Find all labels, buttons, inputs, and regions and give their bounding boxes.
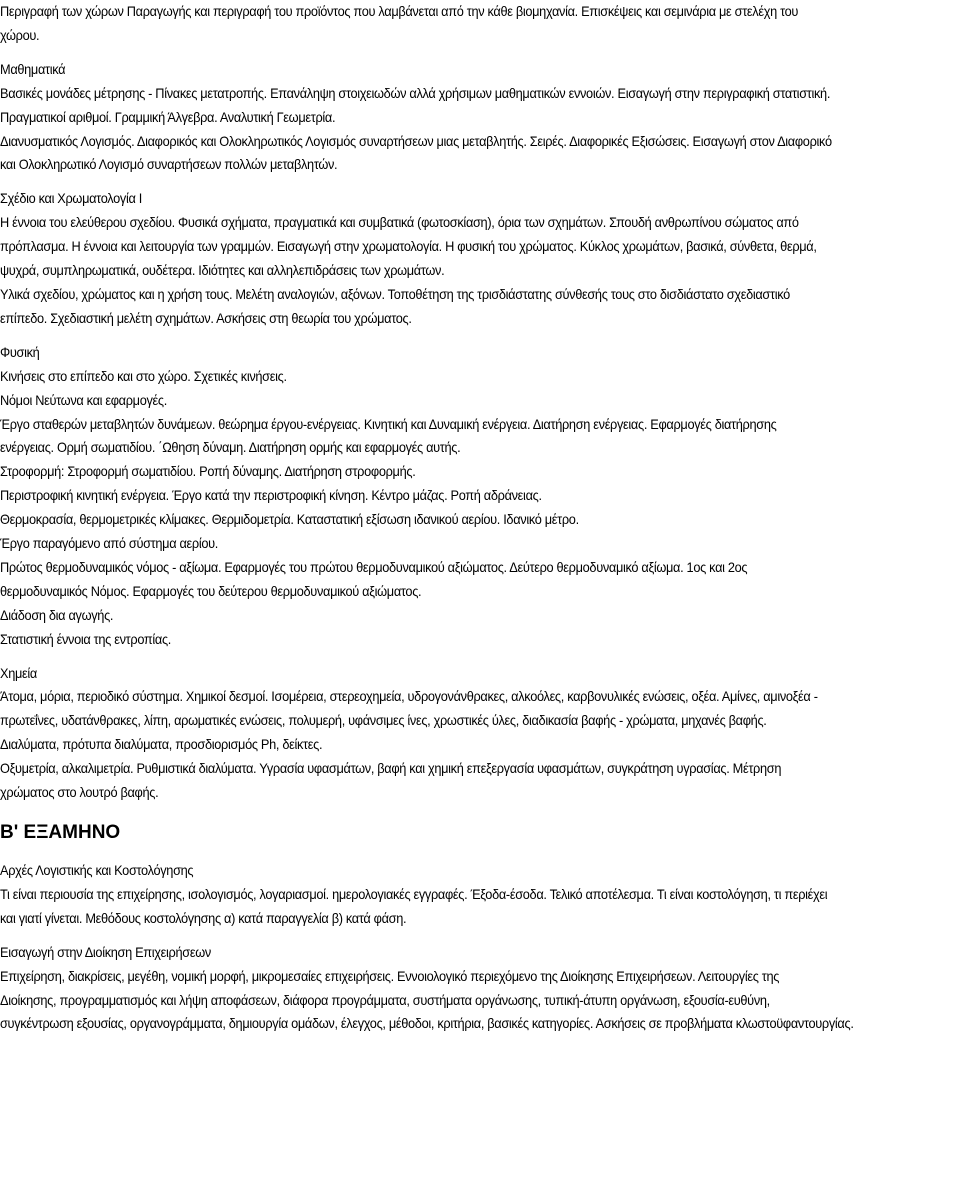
section-chemistry bbox=[0, 662, 948, 805]
text-line: ψυχρά, συμπληρωματικά, ουδέτερα. Ιδιότητες και αλληλεπιδράσεις των χρωμάτων. bbox=[0, 263, 445, 279]
text-line: συγκέντρωση εξουσίας, οργανογράμματα, δημιουργία ομάδων, έλεγχος, μέθοδοι, κριτήρια, βασικές κατηγορίες. Ασκήσεις σε προβλήματα κλωστοϋφαντουργίας. bbox=[0, 1016, 854, 1032]
section-mathematics bbox=[0, 58, 948, 178]
text-line: πρόπλασμα. Η έννοια και λειτουργία των γραμμών. Εισαγωγή στην χρωματολογία. Η φυσική του χρώματος. Κύκλος χρωμάτων, βασικά, σύνθετα, θερμά, bbox=[0, 239, 817, 255]
text-line: Υλικά σχεδίου, χρώματος και η χρήση τους. Μελέτη αναλογιών, αξόνων. Τοποθέτηση της τρισδιάστατης σύνθεσής τους στο δισδιάστατο σχεδιαστικό bbox=[0, 286, 790, 302]
section-title: Φυσική bbox=[0, 344, 40, 360]
text-line: Επιχείρηση, διακρίσεις, μεγέθη, νομική μορφή, μικρομεσαίες επιχειρήσεις. Εννοιολογικό περιεχόμενο της Διοίκησης Επιχειρήσεων. Λειτουργίες της bbox=[0, 968, 780, 984]
text-line: Περιστροφική κινητική ενέργεια. Έργο κατά την περιστροφική κίνηση. Κέντρο μάζας. Ροπή αδράνειας. bbox=[0, 488, 542, 504]
section-accounting bbox=[0, 859, 948, 931]
text-line: Κινήσεις στο επίπεδο και στο χώρο. Σχετικές κινήσεις. bbox=[0, 368, 287, 384]
section-business-admin bbox=[0, 941, 948, 1037]
text-line: και γιατί γίνεται. Μεθόδους κοστολόγησης α) κατά παραγγελία β) κατά φάση. bbox=[0, 910, 407, 926]
intro-paragraph bbox=[0, 0, 948, 48]
text-line: επίπεδο. Σχεδιαστική μελέτη σχημάτων. Ασκήσεις στη θεωρία του χρώματος. bbox=[0, 310, 412, 326]
section-title: Σχέδιο και Χρωματολογία Ι bbox=[0, 191, 142, 207]
section-drawing-colour bbox=[0, 187, 948, 330]
section-title: Εισαγωγή στην Διοίκηση Επιχειρήσεων bbox=[0, 944, 211, 960]
text-line: και Ολοκληρωτικό Λογισμό συναρτήσεων πολλών μεταβλητών. bbox=[0, 157, 338, 173]
text-line: Πρώτος θερμοδυναμικός νόμος - αξίωμα. Εφαρμογές του πρώτου θερμοδυναμικού αξιώματος. Δεύτερο θερμοδυναμικό αξίωμα. 1ος και 2ος bbox=[0, 559, 748, 575]
text-line: Άτομα, μόρια, περιοδικό σύστημα. Χημικοί δεσμοί. Ισομέρεια, στερεοχημεία, υδρογονάνθρακες, αλκοόλες, καρβονυλικές ενώσεις, οξέα. Αμίνες, αμινοξέα - bbox=[0, 689, 818, 705]
section-physics bbox=[0, 341, 948, 652]
section-title: Μαθηματικά bbox=[0, 61, 66, 77]
text-line: θερμοδυναμικός Νόμος. Εφαρμογές του δεύτερου θερμοδυναμικού αξιώματος. bbox=[0, 583, 422, 599]
semester-heading: Β' ΕΞΑΜΗΝΟ bbox=[0, 822, 121, 843]
text-line: Τι είναι περιουσία της επιχείρησης, ισολογισμός, λογαριασμοί. ημερολογιακές εγγραφές. Έξοδα-έσοδα. Τελικό αποτέλεσμα. Τι είναι κοστολόγηση, τι περιέχει bbox=[0, 886, 828, 902]
text-line: Στροφορμή: Στροφορμή σωματιδίου. Ροπή δύναμης. Διατήρηση στροφορμής. bbox=[0, 464, 416, 480]
section-title: Αρχές Λογιστικής και Κοστολόγησης bbox=[0, 863, 194, 878]
text-line: Στατιστική έννοια της εντροπίας. bbox=[0, 631, 172, 647]
text-line: Έργο σταθερών μεταβλητών δυνάμεων. θεώρημα έργου-ενέργειας. Κινητική και Δυναμική ενέργεια. Διατήρηση ενέργειας. Εφαρμογές διατήρησης bbox=[0, 416, 777, 432]
text-line: Βασικές μονάδες μέτρησης - Πίνακες μετατροπής. Επανάληψη στοιχειωδών αλλά χρήσιμων μαθηματικών εννοιών. Εισαγωγή στην περιγραφική στατιστική. bbox=[0, 85, 831, 101]
text-line: Διαλύματα, πρότυπα διαλύματα, προσδιορισμός Ph, δείκτες. bbox=[0, 737, 323, 753]
text-line: ενέργειας. Ορμή σωματιδίου. ΄Ωθηση δύναμη. Διατήρηση ορμής και εφαρμογές αυτής. bbox=[0, 440, 461, 456]
text-line: Έργο παραγόμενο από σύστημα αερίου. bbox=[0, 536, 219, 552]
text-line: Πραγματικοί αριθμοί. Γραμμική Άλγεβρα. Αναλυτική Γεωμετρία. bbox=[0, 109, 336, 125]
text-line: Διάδοση δια αγωγής. bbox=[0, 607, 114, 623]
text-line: Θερμοκρασία, θερμομετρικές κλίμακες. Θερμιδομετρία. Καταστατική εξίσωση ιδανικού αερίου. Ιδανικό μέτρο. bbox=[0, 512, 579, 528]
text-line: Νόμοι Νεύτωνα και εφαρμογές. bbox=[0, 392, 167, 408]
text-line: χώρου. bbox=[0, 27, 40, 43]
text-line: Οξυμετρία, αλκαλιμετρία. Ρυθμιστικά διαλύματα. Υγρασία υφασμάτων, βαφή και χημική επεξεργασία υφασμάτων, συγκράτηση υγρασίας. Μέτρηση bbox=[0, 761, 782, 777]
text-line: Η έννοια του ελεύθερου σχεδίου. Φυσικά σχήματα, πραγματικά και συμβατικά (φωτοσκίαση), όρια των σχημάτων. Σπουδή ανθρωπίνου σώματος από bbox=[0, 215, 799, 231]
text-line: Διανυσματικός Λογισμός. Διαφορικός και Ολοκληρωτικός Λογισμός συναρτήσεων μιας μεταβλητής. Σειρές. Διαφορικές Εξισώσεις. Εισαγωγή στον Διαφορικό bbox=[0, 133, 832, 149]
text-line: πρωτεΐνες, υδατάνθρακες, λίπη, αρωματικές ενώσεις, πολυμερή, υφάνσιμες ίνες, χρωστικές ύλες, διαδικασία βαφής - χρώματα, μηχανές βαφής. bbox=[0, 713, 767, 729]
text-line: Περιγραφή των χώρων Παραγωγής και περιγραφή του προϊόντος που λαμβάνεται από την κάθε βιομηχανία. Επισκέψεις και σεμινάρια με στελέχη του bbox=[0, 4, 799, 19]
section-title: Χημεία bbox=[0, 665, 37, 681]
text-line: Διοίκησης, προγραμματισμός και λήψη αποφάσεων, διάφορα προγράμματα, συστήματα οργάνωσης, τυπική-άτυπη οργάνωση, εξουσία-ευθύνη, bbox=[0, 992, 770, 1008]
text-line: χρώματος στο λουτρό βαφής. bbox=[0, 785, 159, 801]
